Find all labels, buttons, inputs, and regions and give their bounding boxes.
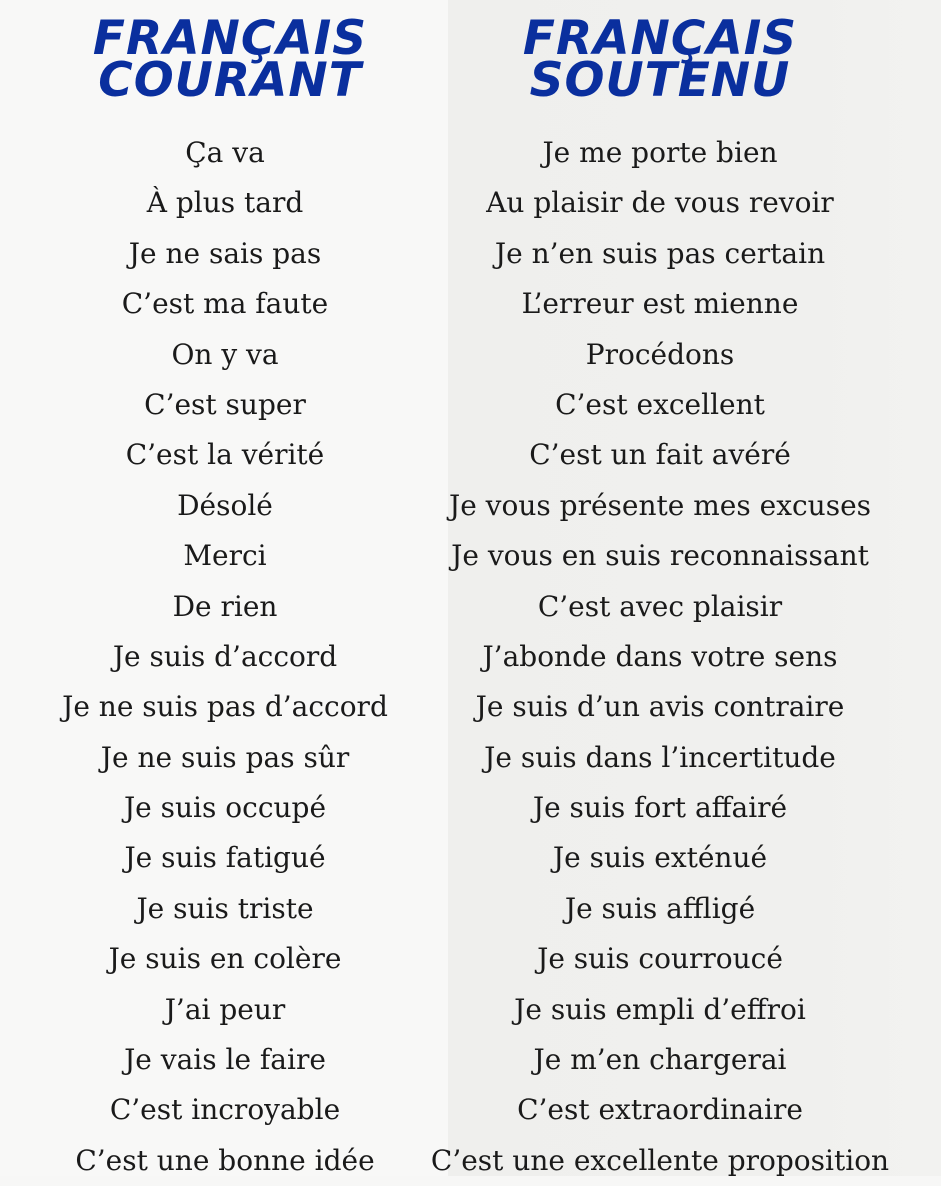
soutenu-phrase: Je suis fort affairé [532,791,788,825]
courant-phrase: À plus tard [146,186,304,220]
soutenu-heading-line-2: SOUTENU [529,53,791,108]
courant-phrase: C’est incroyable [109,1093,341,1127]
soutenu-phrase: Je me porte bien [542,136,778,169]
soutenu-phrase: Je suis d’un avis contraire [475,690,845,724]
soutenu-phrase: Je suis affligé [564,891,756,925]
soutenu-phrase: J’abonde dans votre sens [482,639,838,673]
courant-phrase: Ça va [185,136,265,169]
courant-phrase: C’est une bonne idée [75,1143,375,1177]
courant-heading-line-1: FRANÇAIS [92,11,368,66]
soutenu-phrase: Procédons [585,337,735,371]
soutenu-phrase: Je suis dans l’incertitude [484,740,836,774]
courant-phrase: Je suis en colère [108,942,342,976]
courant-phrase: Je suis d’accord [112,639,338,673]
courant-phrase: Je suis occupé [123,791,327,825]
soutenu-phrase: C’est une excellente proposition [430,1143,890,1177]
courant-phrase-list [20,128,430,1186]
soutenu-phrase: Je m’en chargerai [533,1043,787,1077]
courant-phrase: C’est la vérité [125,438,325,472]
soutenu-phrase: C’est extraordinaire [517,1093,803,1127]
soutenu-phrase: Je n’en suis pas certain [494,236,826,270]
courant-phrase: Je ne suis pas d’accord [62,690,388,724]
courant-heading [30,11,430,108]
soutenu-phrase: Je suis courroucé [537,942,783,976]
soutenu-phrase: C’est avec plaisir [537,589,783,623]
courant-phrase: Merci [183,539,267,573]
courant-heading-line-2: COURANT [98,53,362,108]
courant-phrase: C’est ma faute [121,287,329,321]
soutenu-heading-line-1: FRANÇAIS [522,11,798,66]
courant-phrase: Je ne suis pas sûr [100,740,350,774]
courant-phrase: Je suis triste [136,891,314,925]
courant-phrase: J’ai peur [164,992,286,1026]
soutenu-phrase: Au plaisir de vous revoir [486,186,834,220]
soutenu-heading [460,11,860,108]
courant-phrase: Désolé [177,488,273,522]
courant-phrase: Je suis fatigué [124,841,326,875]
soutenu-phrase: Je vous présente mes excuses [448,488,872,522]
courant-phrase: On y va [171,337,279,371]
soutenu-phrase: Je vous en suis reconnaissant [451,539,869,573]
soutenu-phrase: Je suis exténué [552,841,768,875]
soutenu-phrase: Je suis empli d’effroi [514,992,806,1026]
courant-phrase: Je vais le faire [124,1043,326,1077]
courant-phrase: Je ne sais pas [128,236,322,270]
soutenu-phrase-list [430,128,890,1186]
courant-phrase: C’est super [144,387,306,421]
soutenu-phrase: C’est un fait avéré [529,438,791,472]
courant-phrase: De rien [172,589,278,623]
soutenu-phrase: L’erreur est mienne [521,287,799,321]
soutenu-phrase: C’est excellent [555,387,765,421]
